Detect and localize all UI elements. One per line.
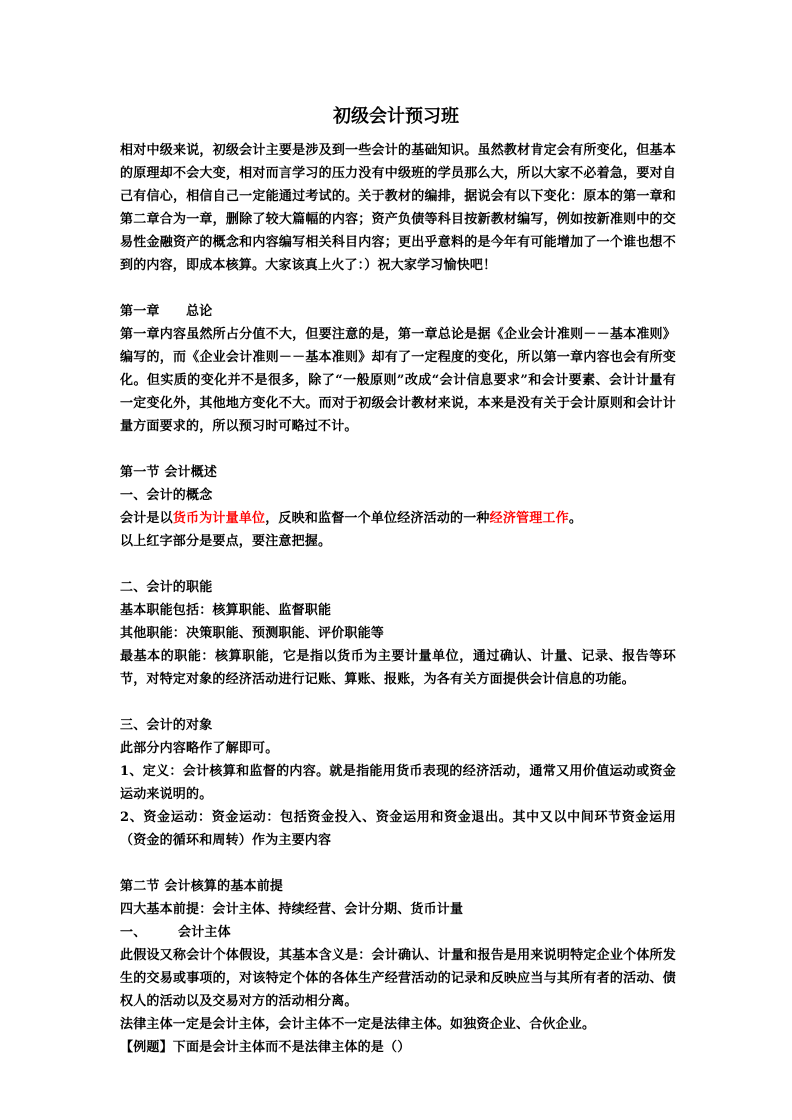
subsection-heading: 二、会计的职能	[120, 580, 213, 595]
highlight-text: 经济管理工作	[489, 511, 569, 526]
definition-prefix: 会计是以	[120, 511, 173, 526]
body-paragraph: 最基本的职能：核算职能，它是指以货币为主要计量单位，通过确认、计量、记录、报告等环节，对特定对象的经济活动进行记账、算账、报账，为各有关方面提供会计信息的功能。	[120, 649, 676, 687]
subsection-name: 会计主体	[178, 925, 231, 940]
spacer	[120, 438, 676, 461]
spacer	[120, 852, 676, 875]
chapter-heading	[120, 300, 676, 323]
highlight-text: 货币为计量单位	[172, 511, 266, 526]
document-body	[120, 139, 676, 1059]
body-paragraph: 1、定义：会计核算和监督的内容。就是指能用货币表现的经济活动，通常又用价值运动或资金运动来说明的。	[120, 764, 676, 802]
section-heading: 第二节 会计核算的基本前提	[120, 879, 284, 894]
subsection-heading: 一、会计的概念	[120, 488, 213, 503]
definition-suffix: 。	[568, 511, 583, 526]
subsection-number: 一、	[120, 925, 147, 940]
body-paragraph: 此假设又称会计个体假设，其基本含义是：会计确认、计量和报告是用来说明特定企业个体所发生的交易或事项的，对该特定个体的各体生产经营活动的记录和反映应当与其所有者的活动、债权人的活动以及交易对方的活动相分离。	[120, 948, 676, 1009]
chapter-description: 第一章内容虽然所占分值不大，但要注意的是，第一章总论是据《企业会计准则－－基本准则》编写的，而《企业会计准则－－基本准则》却有了一定程度的变化，所以第一章内容也会有所变化。但实质的变化并不是很多，除了“一般原则”改成“会计信息要求”和会计要素、会计计量有一定变化外，其他地方变化不大。而对于初级会计教材来说，本来是没有关于会计原则和会计计量方面要求的，所以预习时可略过不计。	[120, 327, 676, 434]
example-line: 【例题】下面是会计主体而不是法律主体的是（）	[120, 1040, 411, 1055]
body-line: 基本职能包括：核算职能、监督职能	[120, 603, 332, 618]
subsection-heading: 三、会计的对象	[120, 718, 213, 733]
section-heading: 第一节 会计概述	[120, 465, 218, 480]
chapter-name: 总论	[186, 304, 213, 319]
body-line: 此部分内容略作了解即可。	[120, 741, 279, 756]
body-line: 四大基本前提：会计主体、持续经营、会计分期、货币计量	[120, 902, 464, 917]
chapter-number: 第一章	[120, 304, 160, 319]
definition-line	[120, 507, 676, 530]
body-line: 其他职能：决策职能、预测职能、评价职能等	[120, 626, 385, 641]
page-title: 初级会计预习班	[333, 106, 459, 127]
body-line: 法律主体一定是会计主体，会计主体不一定是法律主体。如独资企业、合伙企业。	[120, 1017, 596, 1032]
spacer	[120, 691, 676, 714]
intro-paragraph: 相对中级来说，初级会计主要是涉及到一些会计的基础知识。虽然教材肯定会有所变化，但基本的原理却不会大变，相对而言学习的压力没有中级班的学员那么大，所以大家不必着急，要对自己有信心，相信自己一定能通过考试的。关于教材的编排，据说会有以下变化：原本的第一章和第二章合为一章，删除了较大篇幅的内容；资产负债等科目按新教材编写，例如按新准则中的交易性金融资产的概念和内容编写相关科目内容；更出乎意料的是今年有可能增加了一个谁也想不到的内容，即成本核算。大家该真上火了：）祝大家学习愉快吧！	[120, 143, 676, 273]
body-paragraph: 2、资金运动：资金运动：包括资金投入、资金运用和资金退出。其中又以中间环节资金运用（资金的循环和周转）作为主要内容	[120, 810, 676, 848]
note-line: 以上红字部分是要点，要注意把握。	[120, 534, 332, 549]
spacer	[120, 553, 676, 576]
subsection-heading	[120, 921, 676, 944]
spacer	[120, 277, 676, 300]
definition-middle: ，反映和监督一个单位经济活动的一种	[265, 511, 490, 526]
